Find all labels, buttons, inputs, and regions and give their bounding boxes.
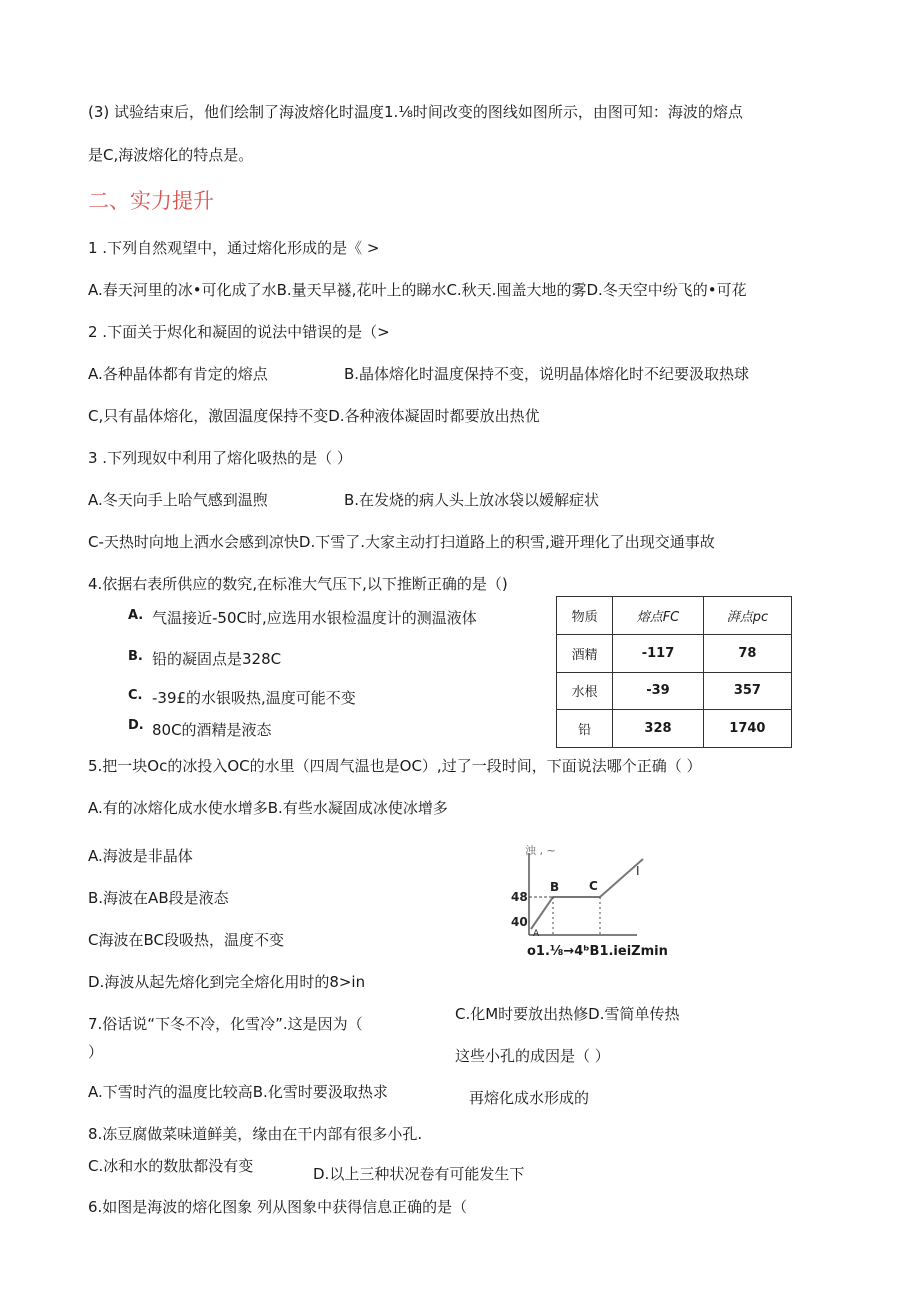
q3-stem: 3 .下列现奴中利用了熔化吸热的是（ ） bbox=[88, 449, 352, 467]
q4-option-a: 气温接近-50C时,应选用水银检温度计的测温液体 bbox=[152, 609, 477, 627]
q4-option-d: 80C的酒精是液态 bbox=[152, 721, 272, 739]
graph-point-b: B bbox=[550, 880, 560, 894]
q6-option-a: A.海波是非晶体 bbox=[88, 847, 193, 865]
table-row bbox=[557, 672, 792, 710]
table-cell-substance: 酒精 bbox=[557, 634, 613, 672]
table-cell-substance: 铅 bbox=[557, 710, 613, 748]
q5-stem: 5.把一块Oc的冰投入OC的水里（四周气温也是OC）,过了一段时间，下面说法哪个正确（ ） bbox=[88, 757, 702, 775]
q8-fragment-2: 再熔化成水形成的 bbox=[469, 1089, 590, 1107]
intro-line-2: 是C,海波熔化的特点是。 bbox=[88, 146, 254, 164]
graph-x-caption: o1.⅛→4ᵇB1.ieiZmin bbox=[527, 944, 668, 959]
graph-y-tick-40: 40 bbox=[511, 915, 528, 929]
q1-stem: 1 .下列自然观望中，通过熔化形成的是《 > bbox=[88, 239, 380, 257]
q4-option-a-letter: A. bbox=[128, 608, 144, 623]
table-header-cell: 物质 bbox=[557, 597, 613, 635]
q3-option-b: B.在发烧的病人头上放冰袋以嫒解症状 bbox=[344, 491, 600, 509]
graph-point-d: I bbox=[636, 864, 640, 878]
q7-stem-line-2: ） bbox=[88, 1043, 104, 1061]
table-cell-melting-point: 328 bbox=[613, 710, 704, 748]
q4-option-d-letter: D. bbox=[128, 718, 144, 733]
q3-options-cd: C-天热时向地上洒水会感到凉快D.下雪了.大家主动打扫道路上的积雪,避开理化了出现交通事故 bbox=[88, 533, 715, 551]
q8-stem: 8.冻豆腐做菜味道鲜美，缘由在干内部有很多小孔. bbox=[88, 1125, 423, 1143]
q7-options-cd: C.化M时要放出热修D.雪简单传热 bbox=[455, 1005, 680, 1023]
q2-options-cd: C,只有晶体熔化，激固温度保持不变D.各种液体凝固时都要放出热优 bbox=[88, 407, 540, 425]
page-cutoff bbox=[0, 1285, 920, 1301]
table-header-row bbox=[557, 597, 792, 635]
q6-option-b: B.海波在AB段是液态 bbox=[88, 889, 229, 907]
q6-option-c: C海波在BC段吸热，温度不变 bbox=[88, 931, 284, 949]
intro-line-1: (3) 试验结束后，他们绘制了海波熔化时温度1.⅛时间改变的图线如图所示，由图可知：海波的熔点 bbox=[88, 103, 743, 121]
q5-options-ab: A.有的冰熔化成水使水增多B.有些水凝固成冰使冰增多 bbox=[88, 799, 448, 817]
q1-options: A.春天河里的冰•可化成了水B.量天早襚,花叶上的睇水C.秋天.囤盖大地的雾D.冬天空中纷飞的•可花 bbox=[88, 281, 747, 299]
q3-option-a: A.冬天向手上哈气感到温煦 bbox=[88, 491, 268, 509]
q2-option-b: B.晶体熔化时温度保持不变，说明晶体熔化时不纪要汲取热球 bbox=[344, 365, 750, 383]
graph-top-fragment: 浊 , ~ bbox=[525, 845, 556, 857]
table-row bbox=[557, 710, 792, 748]
table-header-cell: 熔点FC bbox=[613, 597, 704, 635]
q4-option-c-letter: C. bbox=[128, 688, 143, 703]
q6-stem: 6.如图是海波的熔化图象 列从图象中获得信息正确的是（ bbox=[88, 1198, 468, 1216]
table-row bbox=[557, 634, 792, 672]
graph-point-c: C bbox=[589, 879, 598, 893]
melting-graph bbox=[505, 845, 655, 937]
q7-stem-line-1: 7.俗话说“下冬不冷，化雪冷”.这是因为（ bbox=[88, 1015, 363, 1033]
graph-point-a: A bbox=[533, 929, 540, 937]
q8-fragment-1: 这些小孔的成因是（ ） bbox=[455, 1047, 610, 1065]
table-cell-boiling-point: 78 bbox=[703, 634, 791, 672]
table-cell-boiling-point: 357 bbox=[703, 672, 791, 710]
q8-option-d: D.以上三种状况卷有可能发生下 bbox=[313, 1165, 525, 1183]
table-cell-substance: 水根 bbox=[557, 672, 613, 710]
q4-stem: 4.依据右表所供应的数究,在标准大气压下,以下推断正确的是（) bbox=[88, 575, 508, 593]
graph-y-tick-48: 48 bbox=[511, 890, 528, 904]
table-cell-melting-point: -117 bbox=[613, 634, 704, 672]
q4-option-c: -39£的水银吸热,温度可能不变 bbox=[152, 689, 356, 707]
q8-option-c: C.冰和水的数肽都没有变 bbox=[88, 1157, 254, 1175]
q4-option-b-letter: B. bbox=[128, 649, 143, 664]
q2-stem: 2 .下面关于烬化和凝固的说法中错误的是（> bbox=[88, 323, 390, 341]
q2-option-a: A.各种晶体都有肯定的熔点 bbox=[88, 365, 268, 383]
table-header-cell: 湃点pc bbox=[703, 597, 791, 635]
section-heading: 二、实力提升 bbox=[88, 189, 214, 213]
property-table bbox=[556, 596, 792, 748]
graph-curve bbox=[531, 859, 643, 929]
q7-options-ab: A.下雪时汽的温度比较高B.化雪时要汲取热求 bbox=[88, 1083, 388, 1101]
table-cell-melting-point: -39 bbox=[613, 672, 704, 710]
q4-option-b: 铅的凝固点是328C bbox=[152, 650, 282, 668]
table-cell-boiling-point: 1740 bbox=[703, 710, 791, 748]
q6-option-d: D.海波从起先熔化到完全熔化用时的8>in bbox=[88, 973, 366, 991]
